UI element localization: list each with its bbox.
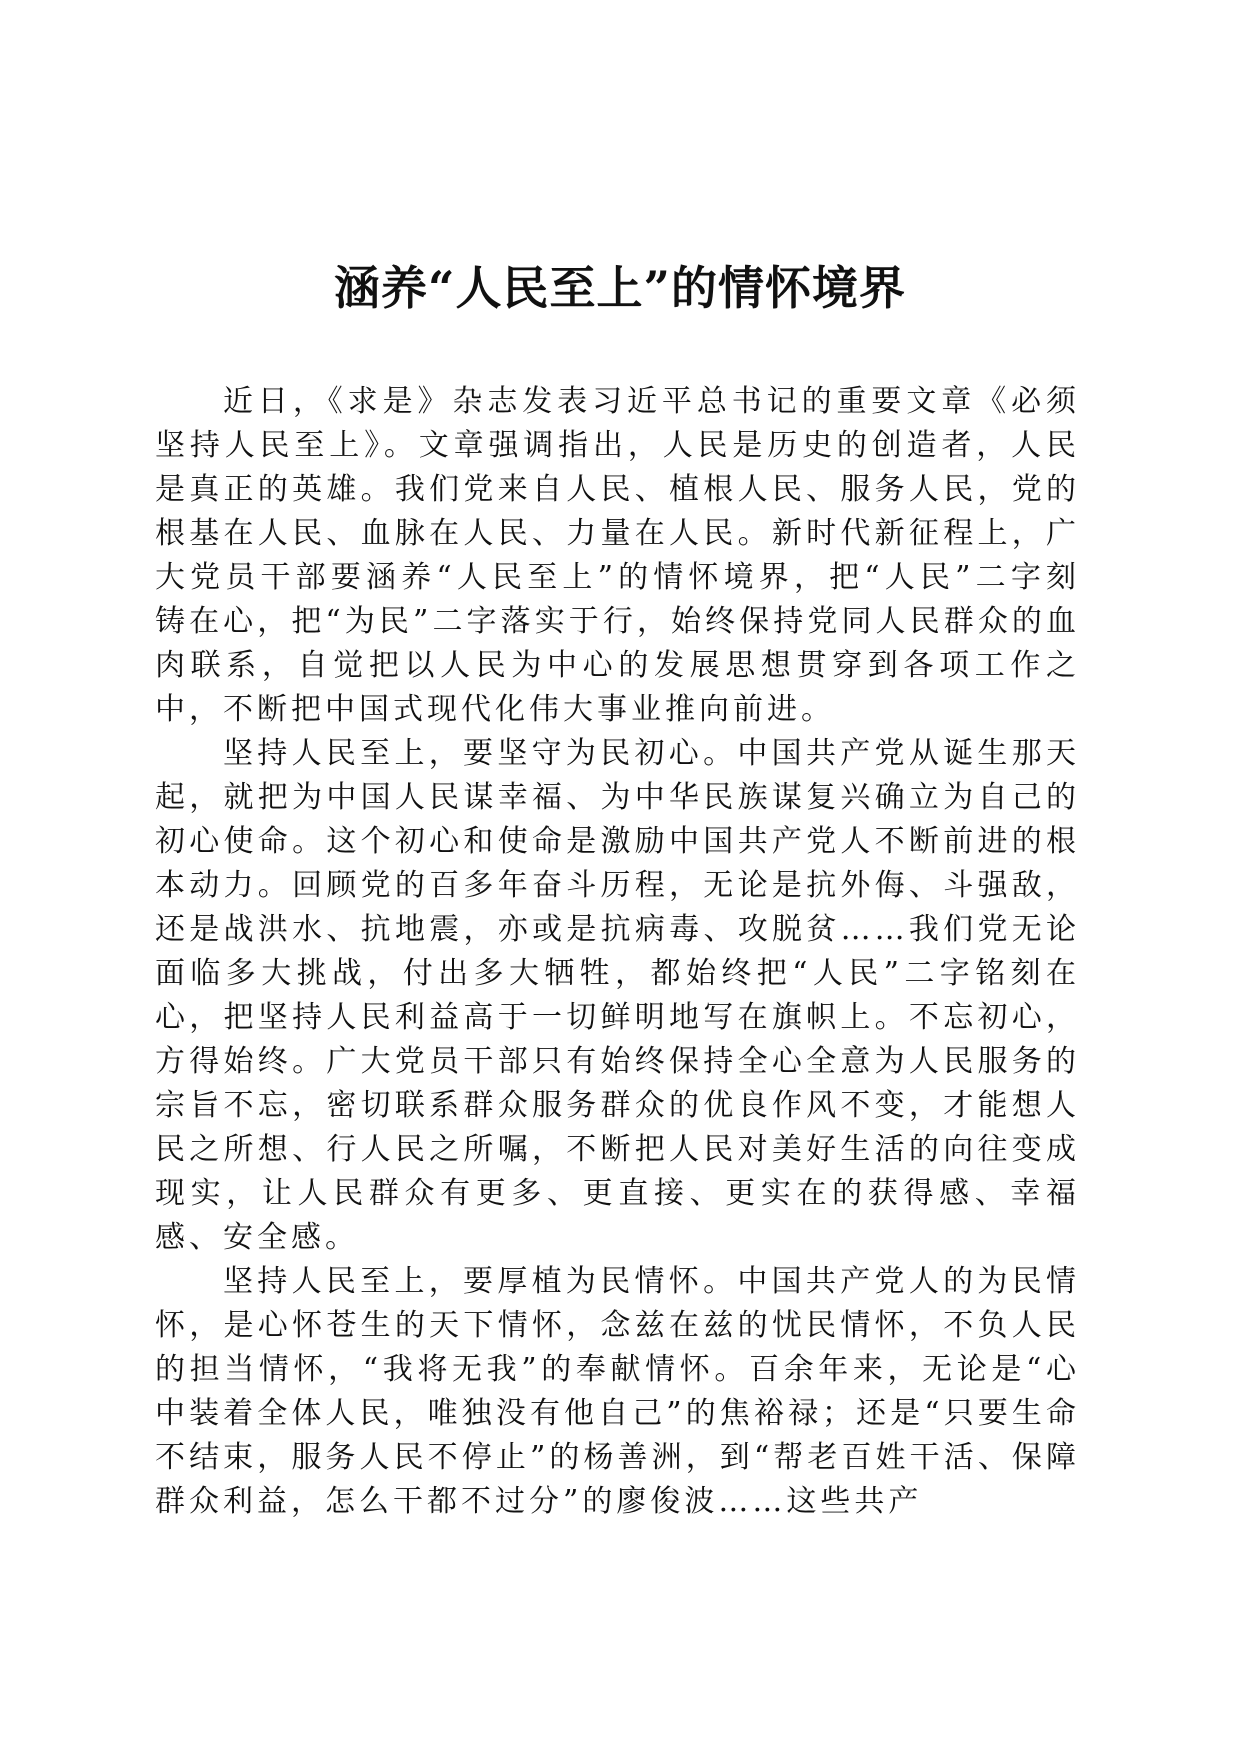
document-title: 涵养“人民至上”的情怀境界 [334,261,906,315]
document-body [155,380,1080,1524]
paragraph-2: 坚持人民至上，要坚守为民初心。中国共产党从诞生那天起，就把为中国人民谋幸福、为中华民族谋复兴确立为自己的初心使命。这个初心和使命是激励中国共产党人不断前进的根本动力。回顾党的百多年奋斗历程，无论是抗外侮、斗强敌，还是战洪水、抗地震，亦或是抗病毒、攻脱贫……我们党无论面临多大挑战，付出多大牺牲，都始终把“人民”二字铭刻在心，把坚持人民利益高于一切鲜明地写在旗帜上。不忘初心，方得始终。广大党员干部只有始终保持全心全意为人民服务的宗旨不忘，密切联系群众服务群众的优良作风不变，才能想人民之所想、行人民之所嘱，不断把人民对美好生活的向往变成现实，让人民群众有更多、更直接、更实在的获得感、幸福感、安全感。 [155,736,1080,1255]
paragraph-3: 坚持人民至上，要厚植为民情怀。中国共产党人的为民情怀，是心怀苍生的天下情怀，念兹在兹的忧民情怀，不负人民的担当情怀，“我将无我”的奉献情怀。百余年来，无论是“心中装着全体人民，唯独没有他自己”的焦裕禄；还是“只要生命不结束，服务人民不停止”的杨善洲，到“帮老百姓干活、保障群众利益，怎么干都不过分”的廖俊波……这些共产 [155,1264,1080,1519]
paragraph-1: 近日，《求是》杂志发表习近平总书记的重要文章《必须坚持人民至上》。文章强调指出，人民是历史的创造者，人民是真正的英雄。我们党来自人民、植根人民、服务人民，党的根基在人民、血脉在人民、力量在人民。新时代新征程上，广大党员干部要涵养“人民至上”的情怀境界，把“人民”二字刻铸在心，把“为民”二字落实于行，始终保持党同人民群众的血肉联系，自觉把以人民为中心的发展思想贯穿到各项工作之中，不断把中国式现代化伟大事业推向前进。 [155,384,1080,727]
